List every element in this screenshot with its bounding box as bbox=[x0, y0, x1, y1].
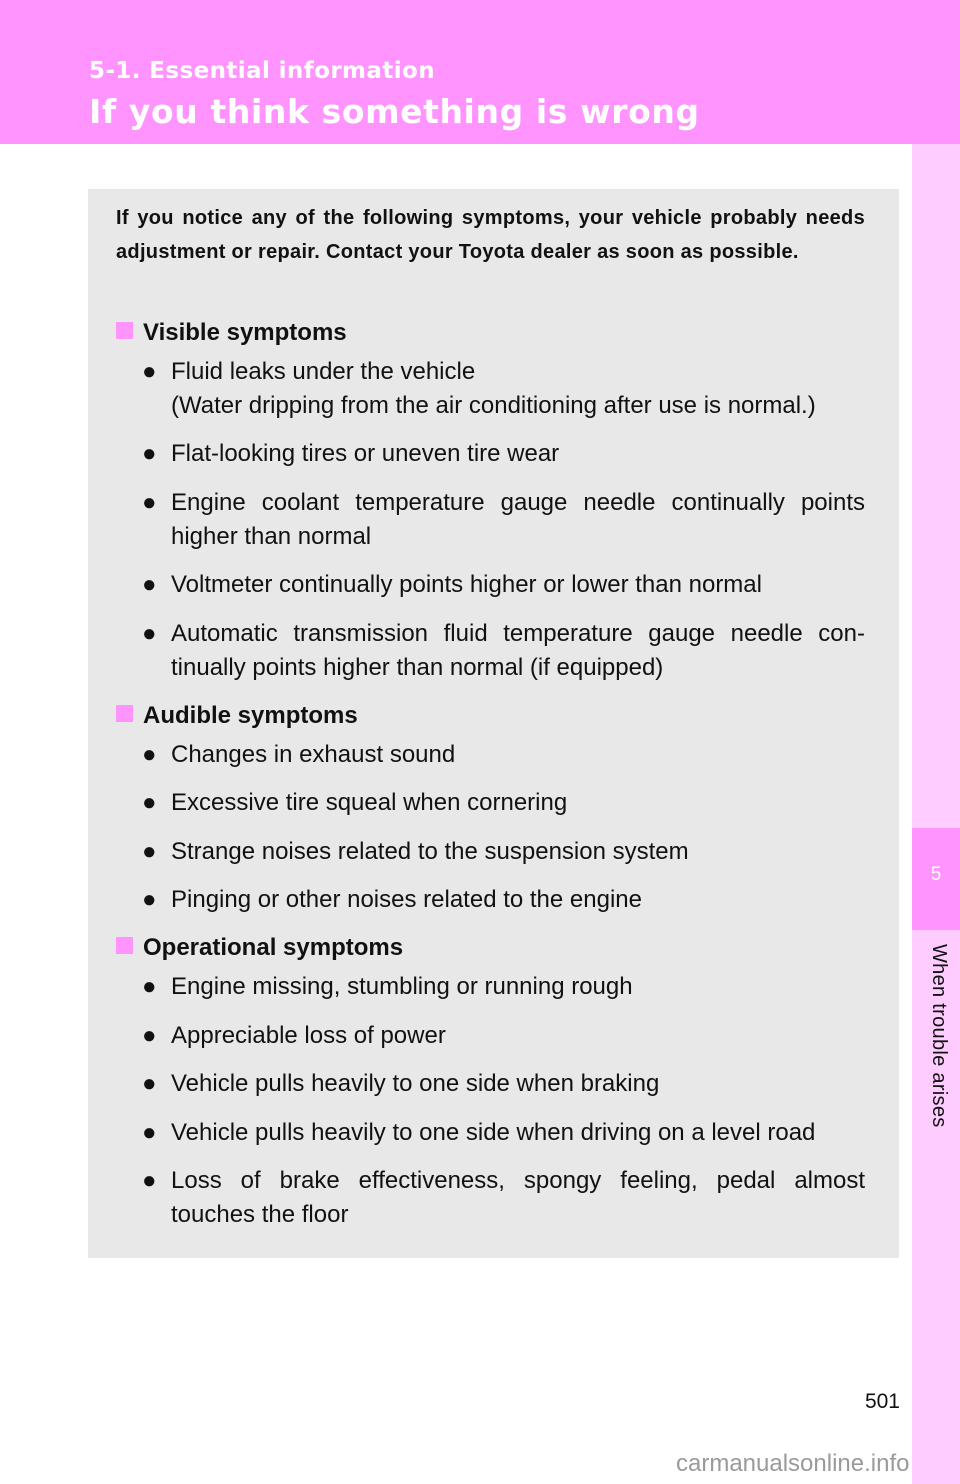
bullet-icon: ● bbox=[142, 571, 157, 598]
list-item-text: Appreciable loss of power bbox=[171, 1022, 446, 1049]
list-item bbox=[142, 1067, 865, 1101]
list-item bbox=[142, 1164, 865, 1232]
square-bullet-icon bbox=[116, 937, 133, 954]
list-item bbox=[142, 835, 865, 869]
list-item bbox=[142, 355, 865, 423]
bullet-icon: ● bbox=[142, 440, 157, 467]
page-title: If you think something is wrong bbox=[89, 92, 700, 131]
page-number: 501 bbox=[864, 1390, 900, 1413]
section-label: 5-1. Essential information bbox=[89, 58, 435, 84]
bullet-icon: ● bbox=[142, 1167, 157, 1194]
bullet-icon: ● bbox=[142, 1070, 157, 1097]
list-item-text: Excessive tire squeal when cornering bbox=[171, 789, 568, 816]
section-heading-audible bbox=[116, 700, 358, 732]
section-heading-visible bbox=[116, 317, 347, 349]
bullet-icon: ● bbox=[142, 489, 157, 516]
list-item bbox=[142, 1019, 865, 1053]
list-item-text: Changes in exhaust sound bbox=[171, 741, 456, 768]
list-item bbox=[142, 1116, 865, 1150]
list-item-text: Flat-looking tires or uneven tire wear bbox=[171, 440, 560, 467]
chapter-title: When trouble arises bbox=[928, 944, 950, 1128]
page-header bbox=[0, 0, 960, 144]
intro-text: If you notice any of the following symptoms, your vehicle probably needs adjustment or repair. Contact your Toyota dealer as soon as possible. bbox=[116, 207, 865, 263]
list-item-text: Automatic transmission fluid temperature gauge needle con-tinually points higher than normal (if equipped) bbox=[171, 620, 865, 681]
list-item bbox=[142, 883, 865, 917]
square-bullet-icon bbox=[116, 322, 133, 339]
list-item-text: Engine coolant temperature gauge needle continually points higher than normal bbox=[171, 489, 865, 550]
list-item bbox=[142, 786, 865, 820]
section-heading-label: Visible symptoms bbox=[143, 319, 347, 346]
bullet-icon: ● bbox=[142, 886, 157, 913]
bullet-icon: ● bbox=[142, 789, 157, 816]
section-heading-label: Audible symptoms bbox=[143, 702, 358, 729]
list-item-text: Pinging or other noises related to the engine bbox=[171, 886, 642, 913]
section-heading-label: Operational symptoms bbox=[143, 934, 404, 961]
list-item-text: Engine missing, stumbling or running rough bbox=[171, 973, 633, 1000]
bullet-icon: ● bbox=[142, 1119, 157, 1146]
list-item bbox=[142, 738, 865, 772]
bullet-icon: ● bbox=[142, 358, 157, 385]
bullet-icon: ● bbox=[142, 838, 157, 865]
side-strip bbox=[912, 144, 960, 1484]
list-item-text: Vehicle pulls heavily to one side when braking bbox=[171, 1070, 660, 1097]
list-item bbox=[142, 970, 865, 1004]
list-item bbox=[142, 486, 865, 554]
watermark: carmanualsonline.info bbox=[676, 1450, 910, 1477]
list-item bbox=[142, 568, 865, 602]
list-item-text: Fluid leaks under the vehicle bbox=[171, 358, 476, 385]
section-heading-operational bbox=[116, 932, 403, 964]
list-item bbox=[142, 617, 865, 685]
list-item bbox=[142, 437, 865, 471]
bullet-icon: ● bbox=[142, 1022, 157, 1049]
bullet-icon: ● bbox=[142, 620, 157, 647]
list-item-text: Strange noises related to the suspension system bbox=[171, 838, 689, 865]
list-item-text: Loss of brake effectiveness, spongy feeling, pedal almost touches the floor bbox=[171, 1167, 865, 1228]
list-item-text: Voltmeter continually points higher or lower than normal bbox=[171, 571, 762, 598]
list-item-note: (Water dripping from the air conditioning after use is normal.) bbox=[171, 392, 816, 419]
square-bullet-icon bbox=[116, 705, 133, 722]
chapter-tab-number: 5 bbox=[930, 864, 942, 885]
bullet-icon: ● bbox=[142, 741, 157, 768]
bullet-icon: ● bbox=[142, 973, 157, 1000]
list-item-text: Vehicle pulls heavily to one side when driving on a level road bbox=[171, 1119, 816, 1146]
